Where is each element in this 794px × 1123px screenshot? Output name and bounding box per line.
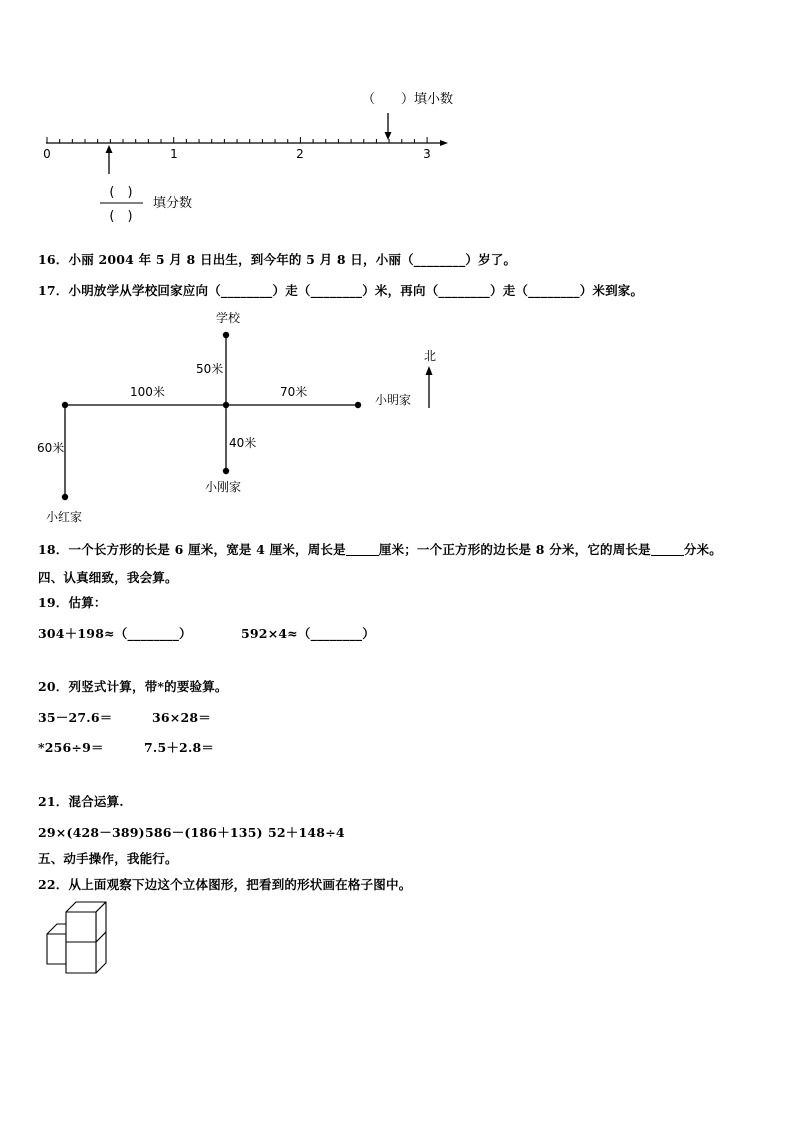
tick-label-3: 3	[423, 147, 431, 161]
question-16: 16．小丽 2004 年 5 月 8 日出生，到今年的 5 月 8 日，小丽（________）岁了。	[38, 252, 517, 267]
number-line-ticks	[47, 137, 427, 143]
q18-part3: 分米。	[683, 542, 722, 557]
distance-40: 40米	[229, 436, 257, 450]
west-corner-dot	[62, 402, 68, 408]
bottom-cube-front	[66, 942, 96, 973]
q21-expr-1: 29×(428－389)	[38, 825, 145, 840]
q20-expr-4: 7.5＋2.8＝	[144, 740, 215, 755]
distance-70: 70米	[280, 385, 308, 399]
q21-expr-3: 52＋148÷4	[268, 825, 345, 840]
decimal-arrowhead	[385, 132, 392, 140]
q21-expr-2: 586－(186＋135)	[145, 825, 263, 840]
xiaoming-home-label: 小明家	[375, 393, 412, 407]
q20-expr-1: 35－27.6＝	[38, 710, 113, 725]
fraction-prompt: 填分数	[153, 196, 193, 211]
question-22: 22．从上面观察下边这个立体图形，把看到的形状画在格子图中。	[38, 877, 412, 892]
school-label: 学校	[215, 311, 241, 325]
cube-stack-figure	[40, 895, 130, 980]
north-label: 北	[423, 349, 437, 363]
q19-estimate-1: 304＋198≈（________）	[38, 626, 192, 641]
q18-part1: 18．一个长方形的长是 6 厘米，宽是 4 厘米，周长是	[38, 542, 346, 557]
distance-50: 50米	[196, 362, 224, 376]
north-arrowhead-icon	[426, 366, 433, 375]
q20-expr-2: 36×28＝	[152, 710, 211, 725]
question-18	[38, 540, 722, 558]
left-cube-front	[47, 934, 66, 964]
xiaogang-home-label: 小刚家	[204, 480, 242, 494]
question-20-title: 20．列竖式计算，带*的要验算。	[38, 679, 228, 694]
number-line-figure	[0, 80, 500, 230]
q18-blank-2[interactable]	[651, 543, 684, 556]
section-5-heading: 五、动手操作，我能行。	[38, 851, 178, 866]
tick-label-0: 0	[43, 147, 51, 161]
question-19-title: 19．估算：	[38, 595, 107, 610]
q18-blank-1[interactable]	[346, 543, 379, 556]
distance-60: 60米	[37, 441, 65, 455]
question-21-title: 21．混合运算.	[38, 794, 124, 809]
xiaohong-home-dot	[62, 494, 68, 500]
q20-expr-3: *256÷9＝	[38, 740, 104, 755]
xiaohong-home-label: 小红家	[45, 510, 83, 524]
fraction-denominator: ( )	[109, 209, 133, 224]
axis-arrowhead	[440, 140, 448, 146]
decimal-prompt: （ ）填小数	[362, 92, 454, 107]
tick-label-2: 2	[296, 147, 304, 161]
question-17: 17．小明放学从学校回家应向（________）走（________）米，再向（________）走（________）米到家。	[38, 283, 644, 298]
fraction-numerator: ( )	[109, 185, 133, 200]
xiaogang-home-dot	[223, 468, 229, 474]
fraction-arrowhead	[106, 145, 113, 153]
school-dot	[223, 332, 229, 338]
section-4-heading: 四、认真细致，我会算。	[38, 570, 178, 585]
q19-estimate-2: 592×4≈（________）	[241, 626, 375, 641]
distance-100: 100米	[130, 385, 165, 399]
route-map	[0, 305, 460, 530]
junction-dot	[223, 402, 229, 408]
xiaoming-home-dot	[355, 402, 361, 408]
q18-part2: 厘米；一个正方形的边长是 8 分米，它的周长是	[378, 542, 651, 557]
tick-label-1: 1	[170, 147, 178, 161]
top-cube-front	[66, 912, 96, 942]
